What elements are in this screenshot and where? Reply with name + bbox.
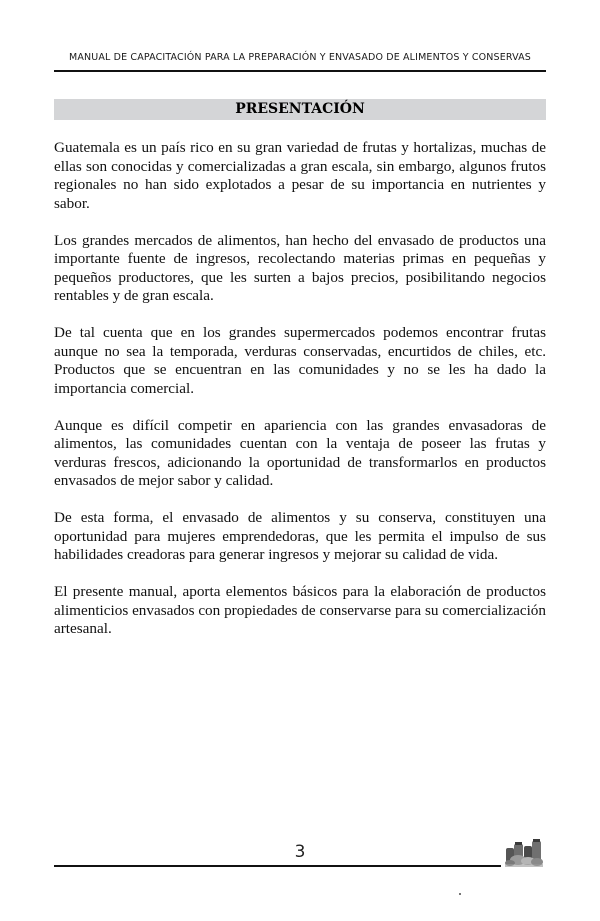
header-rule	[54, 70, 546, 72]
scan-speck	[459, 893, 461, 895]
preserve-jars-icon	[502, 838, 546, 870]
paragraph: Guatemala es un país rico en su gran variedad de frutas y hortalizas, muchas de ellas son conocidas y comercializadas a gran escala, sin embargo, algunos frutos regionales no han sido explotados a pesar de su importancia en nutrientes y sabor.	[54, 139, 546, 212]
running-header-title: MANUAL DE CAPACITACIÓN PARA LA PREPARACIÓN Y ENVASADO DE ALIMENTOS Y CONSERVAS	[69, 52, 531, 63]
paragraph: Aunque es difícil competir en apariencia con las grandes envasadoras de alimentos, las comunidades cuentan con la ventaja de poseer las frutas y verduras frescos, adicionando la oportunidad de transformarlos en productos envasados de mejor sabor y calidad.	[54, 416, 546, 489]
section-title: PRESENTACIÓN	[235, 101, 365, 117]
paragraph: De esta forma, el envasado de alimentos y su conserva, constituyen una oportunidad para mujeres emprendedoras, que les permita el impulso de sus habilidades creadoras para generar ingresos y mejorar su calidad de vida.	[54, 509, 546, 563]
body-text	[54, 139, 546, 657]
footer-rule	[54, 865, 501, 867]
paragraph: De tal cuenta que en los grandes supermercados podemos encontrar frutas aunque no sea la temporada, verduras conservadas, encurtidos de chiles, etc. Productos que se encuentran en las comunidades y no se les ha dado la importancia comercial.	[54, 324, 546, 397]
paragraph: El presente manual, aporta elementos básicos para la elaboración de productos alimenticios envasados con propiedades de conservarse para su comercialización artesanal.	[54, 583, 546, 637]
paragraph: Los grandes mercados de alimentos, han hecho del envasado de productos una importante fuente de ingresos, recolectando materias primas en pequeñas y pequeños productores, que les surten a bajos precios, posibilitando negocios rentables y de gran escala.	[54, 231, 546, 304]
page-number: 3	[294, 842, 306, 862]
